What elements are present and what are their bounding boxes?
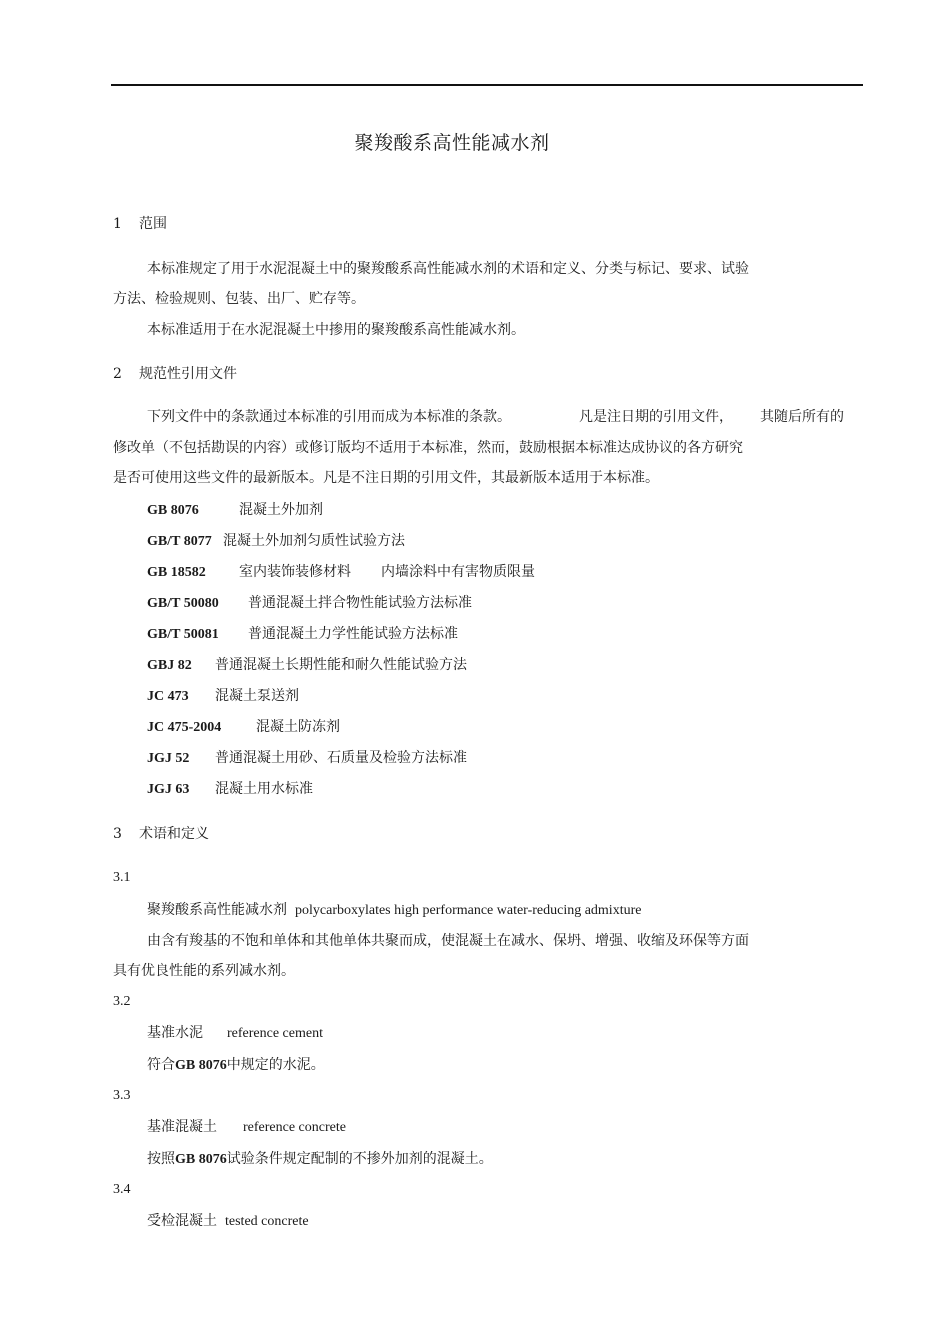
reference-code: GB 18582 <box>147 565 206 580</box>
section-2-title: 规范性引用文件 <box>139 366 237 382</box>
term-definition <box>147 1149 493 1170</box>
scope-paragraph-1-line-1: 本标准规定了用于水泥混凝土中的聚羧酸系高性能减水剂的术语和定义、分类与标记、要求、试验 <box>147 261 749 277</box>
section-3-title: 术语和定义 <box>139 826 209 842</box>
reference-item <box>147 779 313 800</box>
term-number: 3.1 <box>113 870 131 885</box>
term-heading <box>147 1117 346 1138</box>
reference-code: JGJ 52 <box>147 751 190 766</box>
reference-title: 混凝土泵送剂 <box>215 688 299 704</box>
term-english: tested concrete <box>225 1214 309 1229</box>
references-intro-line-1b: 凡是注日期的引用文件， <box>579 409 733 425</box>
reference-title: 混凝土用水标准 <box>215 781 313 797</box>
reference-item <box>147 500 323 521</box>
reference-code: GBJ 82 <box>147 658 192 673</box>
scope-paragraph-1-line-2: 方法、检验规则、包装、出厂、贮存等。 <box>113 291 365 307</box>
section-1-number: 1 <box>113 216 122 232</box>
reference-title: 普通混凝土用砂、石质量及检验方法标准 <box>215 750 467 766</box>
reference-code: GB/T 8077 <box>147 534 212 549</box>
reference-item <box>147 686 299 707</box>
term-chinese: 基准水泥 <box>147 1025 203 1041</box>
references-intro-line-3: 是否可使用这些文件的最新版本。凡是不注日期的引用文件，其最新版本适用于本标准。 <box>113 470 659 486</box>
term-english: polycarboxylates high performance water-reducing admixture <box>295 903 642 918</box>
term-number: 3.4 <box>113 1182 131 1197</box>
reference-code: JGJ 63 <box>147 782 190 797</box>
reference-title: 普通混凝土力学性能试验方法标准 <box>248 626 458 642</box>
section-1-title: 范围 <box>139 216 167 232</box>
reference-item <box>147 717 340 738</box>
section-3-number: 3 <box>113 826 122 842</box>
reference-code: GB/T 50081 <box>147 627 219 642</box>
reference-code: JC 475-2004 <box>147 720 222 735</box>
term-definition-text: 中规定的水泥。 <box>226 1057 325 1073</box>
reference-title: 混凝土外加剂 <box>239 502 323 518</box>
reference-item <box>147 562 535 583</box>
scope-paragraph-2: 本标准适用于在水泥混凝土中掺用的聚羧酸系高性能减水剂。 <box>147 322 525 338</box>
top-rule <box>111 84 863 86</box>
section-2-number: 2 <box>113 366 122 382</box>
references-intro-line-2: 修改单（不包括勘误的内容）或修订版均不适用于本标准，然而，鼓励根据本标准达成协议的各方研究 <box>113 440 743 456</box>
term-definition-line-1: 由含有羧基的不饱和单体和其他单体共聚而成，使混凝土在减水、保坍、增强、收缩及环保等方面 <box>147 933 749 949</box>
term-definition-code: GB 8076 <box>175 1152 227 1167</box>
references-intro-line-1a: 下列文件中的条款通过本标准的引用而成为本标准的条款。 <box>147 409 511 425</box>
term-english: reference concrete <box>243 1120 346 1135</box>
reference-code: GB/T 50080 <box>147 596 219 611</box>
reference-item <box>147 531 405 552</box>
term-number: 3.3 <box>113 1088 131 1103</box>
reference-title: 混凝土防冻剂 <box>256 719 340 735</box>
reference-item <box>147 655 467 676</box>
term-definition-text: 符合 <box>147 1057 175 1073</box>
reference-item <box>147 748 467 769</box>
reference-title: 普通混凝土长期性能和耐久性能试验方法 <box>215 657 467 673</box>
term-definition-text: 试验条件规定配制的不掺外加剂的混凝土。 <box>226 1151 493 1167</box>
reference-title-part-2: 内墙涂料中有害物质限量 <box>381 564 535 580</box>
term-chinese: 基准混凝土 <box>147 1119 217 1135</box>
term-definition <box>147 1055 325 1076</box>
document-title: 聚羧酸系高性能减水剂 <box>354 132 550 154</box>
term-definition-text: 按照 <box>147 1151 175 1167</box>
term-definition-code: GB 8076 <box>175 1058 227 1073</box>
term-heading <box>147 1023 323 1044</box>
term-english: reference cement <box>227 1026 323 1041</box>
reference-item <box>147 593 472 614</box>
references-intro-line-1c: 其随后所有的 <box>760 409 844 425</box>
term-number: 3.2 <box>113 994 131 1009</box>
reference-code: GB 8076 <box>147 503 199 518</box>
reference-item <box>147 624 458 645</box>
term-definition-line-2: 具有优良性能的系列减水剂。 <box>113 963 295 979</box>
reference-title: 混凝土外加剂匀质性试验方法 <box>223 533 405 549</box>
term-chinese: 聚羧酸系高性能减水剂 <box>147 902 287 918</box>
term-heading <box>147 900 641 921</box>
term-heading <box>147 1211 309 1232</box>
reference-title: 室内装饰装修材料 <box>239 564 351 580</box>
reference-code: JC 473 <box>147 689 189 704</box>
term-chinese: 受检混凝土 <box>147 1213 217 1229</box>
reference-title: 普通混凝土拌合物性能试验方法标准 <box>248 595 472 611</box>
